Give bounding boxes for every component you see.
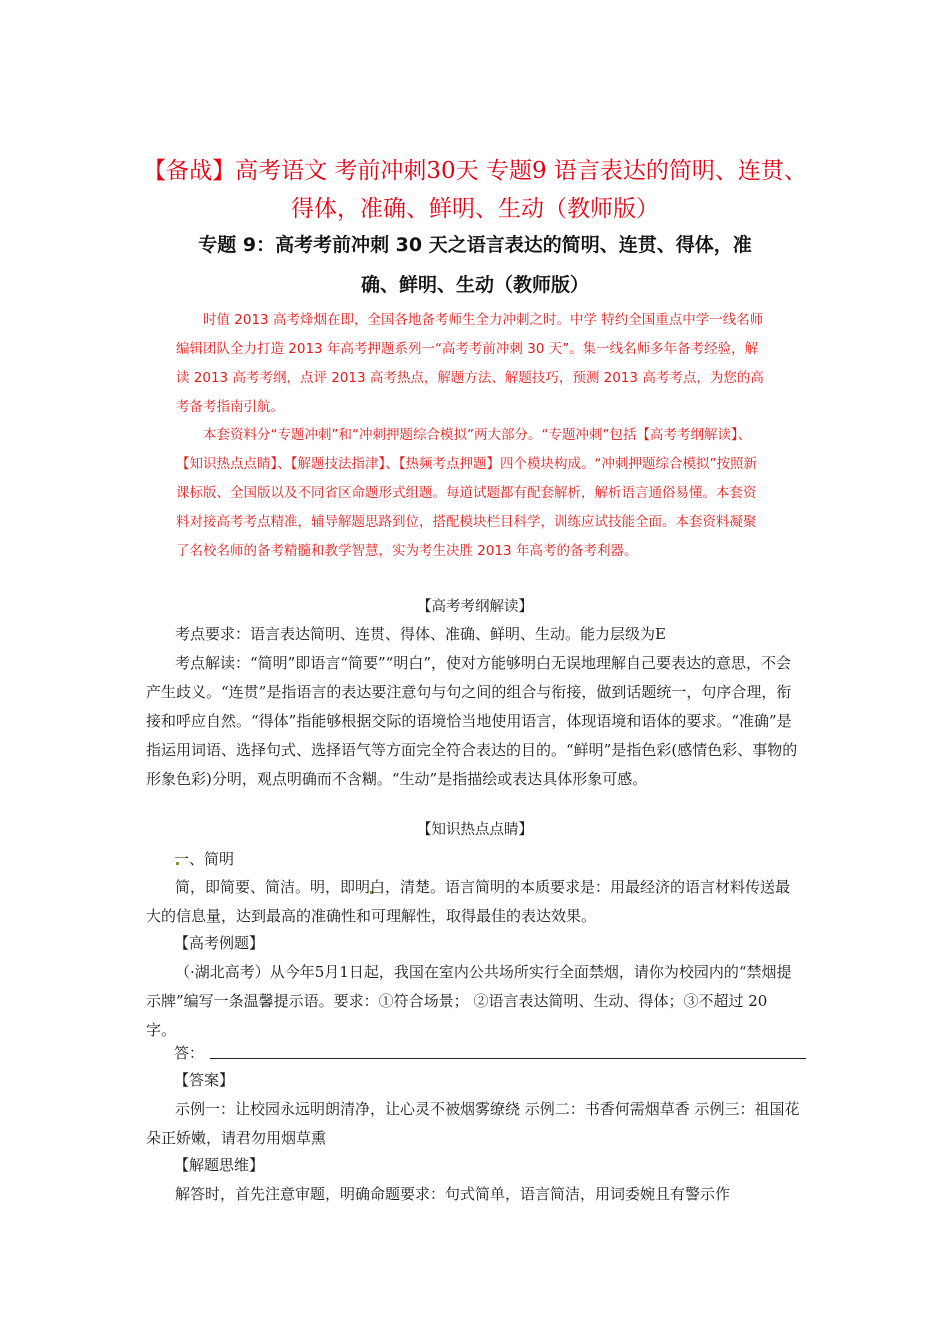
thinking-label: 【解题思维】: [174, 1156, 265, 1174]
answer-paragraph: [146, 1095, 802, 1153]
answer-label: 【答案】: [174, 1071, 235, 1089]
item-heading-concise: 一、简明: [174, 850, 235, 868]
intro-text-2: 本套资料分“专题冲刺”和“冲刺押题综合模拟”两大部分。“专题冲刺”包括【高考考纲解读】、【知识热点点睛】、【解题技法指津】、【热频考点押题】四个模块构成。“冲刺押题综合模拟”按照新课标版、全国版以及不同省区命题形式组题。每道试题都有配套解析，解析语言通俗易懂。本套资料对接高考考点精准，辅导解题思路到位，搭配模块栏目科学，训练应试技能全面。本套资料凝聚了名校名师的备考精髓和教学智慧，实为考生决胜 2013 年高考的备考利器。: [176, 427, 757, 559]
requirement-text: 考点要求：语言表达简明、连贯、得体、准确、鲜明、生动。能力层级为E: [175, 625, 666, 643]
explanation-paragraph: [146, 649, 802, 794]
explanation-text: 考点解读：“简明”即语言“简要”“明白”，使对方能够明白无误地理解自己要表达的意思，不会产生歧义。“连贯”是指语言的表达要注意句与句之间的组合与衔接，做到话题统一，句序合理，衔接和呼应自然。“得体”指能够根据交际的语境恰当地使用语言，体现语境和语体的要求。“准确”是指运用词语、选择句式、选择语气等方面完全符合表达的目的。“鲜明”是指色彩(感情色彩、事物的形象色彩)分明，观点明确而不含糊。“生动”是指描绘或表达具体形象可感。: [146, 654, 798, 788]
example-label: 【高考例题】: [174, 934, 265, 952]
subtitle-line-2: 确、鲜明、生动（教师版）: [360, 274, 589, 296]
concise-text: 简，即简要、简洁。明，即明白，清楚。语言简明的本质要求是：用最经济的语言材料传送最大的信息量，达到最高的准确性和可理解性，取得最佳的表达效果。: [146, 878, 791, 925]
document-title-line-2: 得体，准确、鲜明、生动（教师版）: [291, 196, 659, 222]
example-paragraph: [146, 958, 802, 1045]
document-title-line-1: 【备战】高考语文 考前冲刺30天 专题9 语言表达的简明、连贯、: [143, 158, 807, 184]
answer-text: 示例一：让校园永远明朗清净，让心灵不被烟雾缭绕 示例二：书香何需烟草香 示例三：祖国花朵正娇嫩，请君勿用烟草熏: [146, 1100, 800, 1147]
concise-paragraph: [146, 873, 802, 931]
intro-text-1: 时值 2013 高考烽烟在即，全国各地备考师生全力冲刺之时。中学 特约全国重点中学一线名师编辑团队全力打造 2013 年高考押题系列一“高考考前冲刺 30 天”。集一线名师多年备考经验，解读 2013 高考考纲，点评 2013 高考热点，解题方法、解题技巧，预测 2013 高考考点，为您的高考备考指南引航。: [176, 312, 764, 415]
subtitle-line-1: 专题 9：高考考前冲刺 30 天之语言表达的简明、连贯、得体，准: [198, 234, 752, 256]
section-heading-knowledge: 【知识热点点睛】: [417, 822, 533, 838]
answer-blank-line: [210, 1058, 806, 1059]
example-text: （·湖北高考）从今年5月1日起，我国在室内公共场所实行全面禁烟，请你为校园内的“禁烟提示牌”编写一条温馨提示语。要求：①符合场景； ②语言表达简明、生动、得体；③不超过 20 字。: [146, 963, 792, 1039]
intro-paragraph-2: [176, 421, 766, 566]
requirement-paragraph: [146, 620, 802, 649]
intro-paragraph-1: [176, 306, 766, 422]
answer-prompt: 答：: [174, 1044, 205, 1062]
section-heading-syllabus: 【高考考纲解读】: [417, 599, 533, 615]
thinking-paragraph: [146, 1180, 802, 1209]
thinking-text: 解答时，首先注意审题，明确命题要求：句式简单，语言简洁，用词委婉且有警示作: [175, 1185, 731, 1203]
